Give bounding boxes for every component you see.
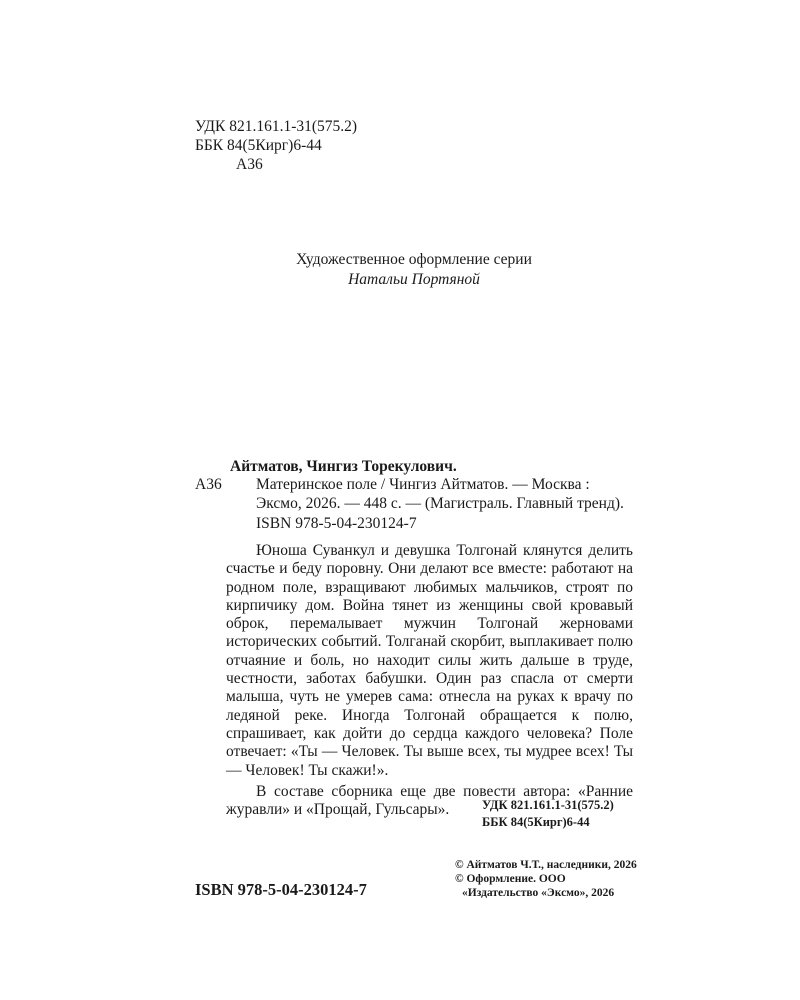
udk-code-small: УДК 821.161.1-31(575.2) bbox=[482, 798, 614, 812]
copyright-author: © Айтматов Ч.Т., наследники, 2026 bbox=[455, 859, 637, 871]
footer-isbn: ISBN 978-5-04-230124-7 bbox=[195, 880, 367, 899]
annotation-paragraph-2: В составе сборника еще две повести автора: «Ранние журавли» и «Прощай, Гульсары». bbox=[226, 782, 633, 819]
catalog-title-line2: Эксмо, 2026. — 448 с. — (Магистраль. Главный тренд). bbox=[256, 495, 624, 512]
bbk-code-small: ББК 84(5Кирг)6-44 bbox=[482, 815, 590, 829]
series-design-label: Художественное оформление серии bbox=[296, 251, 532, 268]
catalog-author-mark: А36 bbox=[195, 476, 222, 493]
series-designer-name: Натальи Портяной bbox=[348, 271, 480, 288]
bbk-code: ББК 84(5Кирг)6-44 bbox=[195, 137, 322, 154]
author-mark: А36 bbox=[236, 156, 263, 173]
copyright-design-line1: © Оформление. ООО bbox=[455, 873, 566, 885]
annotation bbox=[226, 542, 633, 819]
udk-code: УДК 821.161.1-31(575.2) bbox=[195, 118, 358, 135]
catalog-author: Айтматов, Чингиз Торекулович. bbox=[230, 458, 457, 475]
annotation-paragraph-1: Юноша Суванкул и девушка Толгонай клянутся делить счастье и беду поровну. Они делают все вместе: работают на родном поле, взращивают любимых мальчиков, строят по кирпичику дом. Война тянет из женщины свой кровавый оброк, перемалывает мужчин Толгонай жерновами исторических событий. Толганай скорбит, выплакивает полю отчаяние и боль, но находит силы жить дальше в труде, честности, заботах бабушки. Один раз спасла от смерти малыша, чуть не умерев сама: отнесла на руках к врачу по ледяной реке. Иногда Толгонай обращается к полю, спрашивает, как дойти до сердца каждого человека? Поле отвечает: «Ты — Человек. Ты выше всех, ты мудрее всех! Ты — Человек! Ты скажи!». bbox=[226, 542, 633, 779]
copyright-design-line2: «Издательство «Эксмо», 2026 bbox=[462, 887, 615, 899]
catalog-isbn: ISBN 978-5-04-230124-7 bbox=[256, 515, 417, 532]
catalog-title-line1: Материнское поле / Чингиз Айтматов. — Москва : bbox=[256, 476, 590, 493]
